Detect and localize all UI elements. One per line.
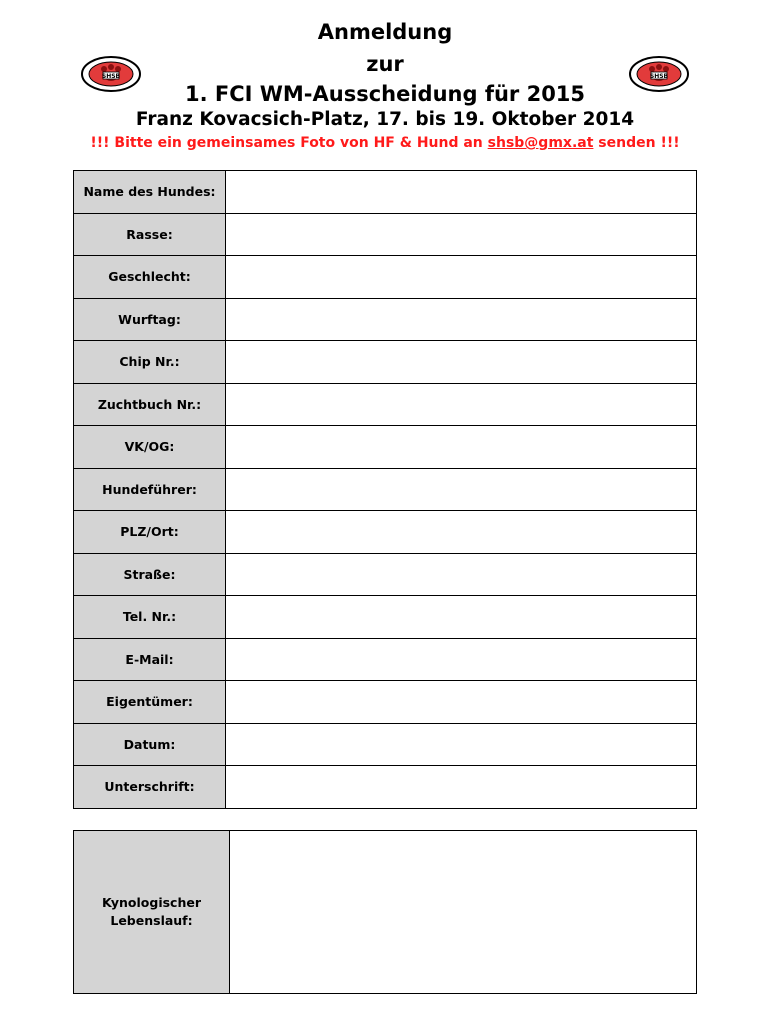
form-field-input[interactable] <box>226 681 697 724</box>
bio-row <box>74 831 697 994</box>
form-row <box>74 723 697 766</box>
form-field-label: Name des Hundes: <box>74 171 226 214</box>
form-row <box>74 298 697 341</box>
form-field-input[interactable] <box>226 468 697 511</box>
title-line-2: zur <box>366 52 404 76</box>
form-field-input[interactable] <box>226 341 697 384</box>
form-row <box>74 596 697 639</box>
bio-label <box>74 831 230 994</box>
form-row <box>74 553 697 596</box>
email-link[interactable]: shsb@gmx.at <box>487 135 594 151</box>
svg-text:SHSB: SHSB <box>649 73 669 80</box>
form-row <box>74 426 697 469</box>
form-field-label: E-Mail: <box>74 638 226 681</box>
registration-form-table <box>73 170 697 809</box>
form-field-input[interactable] <box>226 298 697 341</box>
form-field-label: Geschlecht: <box>74 256 226 299</box>
form-field-label: Unterschrift: <box>74 766 226 809</box>
photo-note-prefix: !!! Bitte ein gemeinsames Foto von HF & Hund an <box>90 135 488 151</box>
form-field-input[interactable] <box>226 426 697 469</box>
form-field-label: Chip Nr.: <box>74 341 226 384</box>
form-field-label: PLZ/Ort: <box>74 511 226 554</box>
bio-label-line-2: Lebenslauf: <box>110 913 193 928</box>
bio-label-line-1: Kynologischer <box>101 895 202 910</box>
form-field-label: Datum: <box>74 723 226 766</box>
form-field-input[interactable] <box>226 383 697 426</box>
form-row <box>74 766 697 809</box>
form-field-input[interactable] <box>226 256 697 299</box>
form-row <box>74 383 697 426</box>
svg-text:SHSB: SHSB <box>101 73 121 80</box>
form-row <box>74 213 697 256</box>
bio-table <box>73 830 697 994</box>
form-row <box>74 468 697 511</box>
form-row <box>74 511 697 554</box>
form-row <box>74 171 697 214</box>
form-field-label: Eigentümer: <box>74 681 226 724</box>
bio-field[interactable] <box>230 831 697 994</box>
form-field-input[interactable] <box>226 511 697 554</box>
form-field-input[interactable] <box>226 553 697 596</box>
form-field-label: Tel. Nr.: <box>74 596 226 639</box>
form-field-label: Wurftag: <box>74 298 226 341</box>
form-field-label: VK/OG: <box>74 426 226 469</box>
form-field-label: Hundeführer: <box>74 468 226 511</box>
form-field-label: Zuchtbuch Nr.: <box>74 383 226 426</box>
title-line-1: Anmeldung <box>317 20 453 44</box>
form-row <box>74 256 697 299</box>
form-row <box>74 638 697 681</box>
form-field-input[interactable] <box>226 213 697 256</box>
form-field-input[interactable] <box>226 723 697 766</box>
form-field-label: Straße: <box>74 553 226 596</box>
form-field-input[interactable] <box>226 766 697 809</box>
form-row <box>74 341 697 384</box>
form-field-input[interactable] <box>226 171 697 214</box>
photo-note <box>0 135 770 151</box>
form-field-label: Rasse: <box>74 213 226 256</box>
photo-note-suffix: senden !!! <box>593 135 680 151</box>
event-location-date: Franz Kovacsich-Platz, 17. bis 19. Oktober 2014 <box>135 109 635 130</box>
title-line-3: 1. FCI WM-Ausscheidung für 2015 <box>184 82 586 106</box>
form-field-input[interactable] <box>226 596 697 639</box>
form-row <box>74 681 697 724</box>
form-field-input[interactable] <box>226 638 697 681</box>
